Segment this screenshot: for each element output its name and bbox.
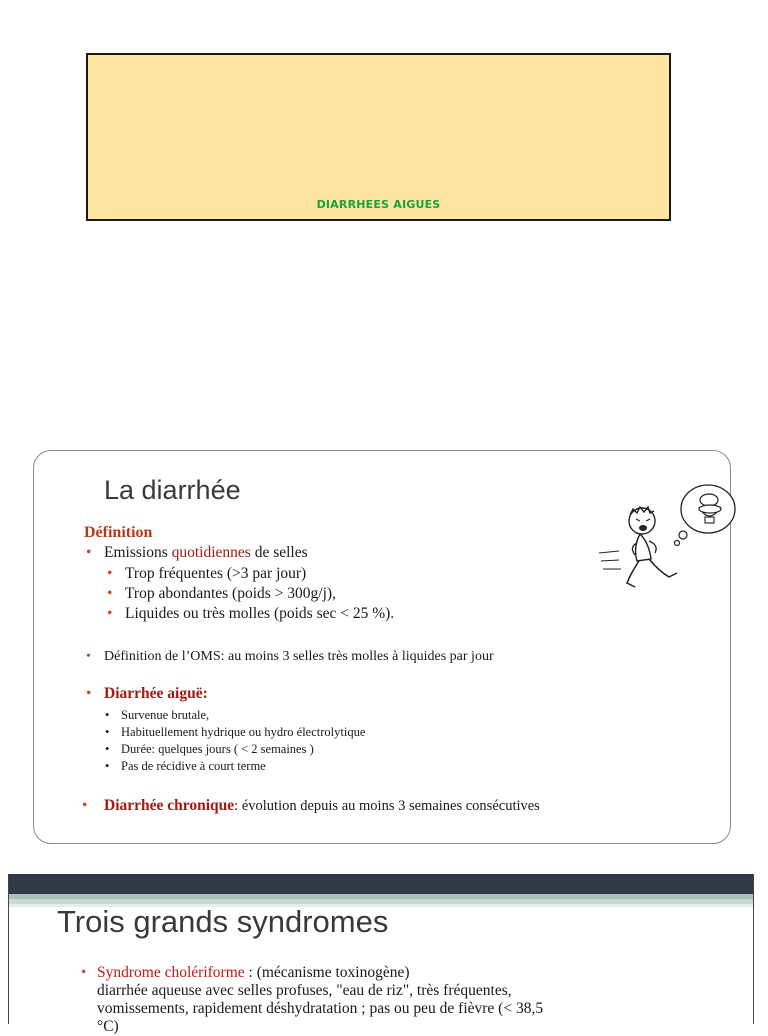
sub-item-text: Trop fréquentes (>3 par jour) <box>125 565 307 582</box>
bullet-icon: • <box>105 742 110 756</box>
syndrome-title: Syndrome cholériforme <box>97 964 245 981</box>
aigue-item-text: Survenue brutale, <box>121 708 210 722</box>
slide-header-bar <box>9 874 753 894</box>
aigue-item <box>105 742 314 757</box>
aigue-item <box>105 759 266 774</box>
aigue-item-text: Habituellement hydrique ou hydro électrolytique <box>121 725 366 739</box>
sub-item <box>107 565 306 583</box>
chronique-text: : évolution depuis au moins 3 semaines consécutives <box>234 798 540 814</box>
bullet-icon: • <box>107 605 113 622</box>
bullet-icon: • <box>107 565 113 582</box>
emissions-prefix: Emissions <box>104 544 172 561</box>
chronique-title: Diarrhée chronique <box>104 797 235 814</box>
bullet-icon: • <box>86 685 92 702</box>
bullet-icon: • <box>81 964 87 981</box>
syndrome-desc-line: vomissements, rapidement déshydratation ; pas ou peu de fièvre (< 38,5 <box>97 1000 544 1017</box>
bullet-icon: • <box>86 649 91 664</box>
sub-item-text: Trop abondantes (poids > 300g/j), <box>125 585 336 602</box>
emissions-highlight: quotidiennes <box>171 544 251 561</box>
slide-heading: La diarrhée <box>104 475 241 505</box>
bullet-icon: • <box>105 725 110 739</box>
aigue-title: Diarrhée aiguë: <box>104 685 208 702</box>
title-text: DIARRHEES AIGUES <box>316 198 441 211</box>
definition-title: Définition <box>84 524 153 541</box>
bullet-icon: • <box>82 797 88 814</box>
syndrome-suffix: : (mécanisme toxinogène) <box>244 964 410 981</box>
aigue-item-text: Pas de récidive à court terme <box>121 759 266 773</box>
bullet-icon: • <box>105 759 110 773</box>
chronique-line <box>82 797 540 815</box>
aigue-title-line <box>86 685 208 703</box>
aigue-item <box>105 708 209 723</box>
sub-item-text: Liquides ou très molles (poids sec < 25 %). <box>125 605 395 622</box>
slide-la-diarrhee <box>33 450 731 844</box>
sub-item <box>107 605 394 623</box>
oms-text: Définition de l’OMS: au moins 3 selles très molles à liquides par jour <box>104 649 494 664</box>
aigue-item-text: Durée: quelques jours ( < 2 semaines ) <box>121 742 314 756</box>
emissions-line <box>86 544 308 562</box>
slide-heading: Trois grands syndromes <box>57 904 389 939</box>
title-slide <box>86 53 671 221</box>
slide-trois-syndromes <box>8 874 754 1035</box>
toilet-rush-illustration <box>597 481 737 601</box>
aigue-item <box>105 725 365 740</box>
bullet-icon: • <box>107 585 113 602</box>
oms-line <box>86 649 494 665</box>
syndrome-title-line <box>81 964 410 982</box>
sub-item <box>107 585 336 603</box>
bullet-icon: • <box>86 544 92 561</box>
syndrome-desc-line: diarrhée aqueuse avec selles profuses, "eau de riz", très fréquentes, <box>97 982 512 999</box>
emissions-suffix: de selles <box>250 544 308 561</box>
bullet-icon: • <box>105 708 110 722</box>
syndrome-desc-line: °C) <box>97 1018 119 1035</box>
